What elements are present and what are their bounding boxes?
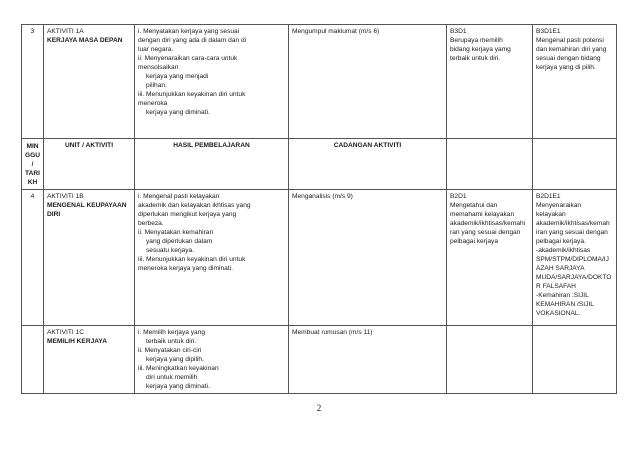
header-empty: [447, 139, 533, 190]
header-activity: CADANGAN AKTIVITI: [289, 139, 447, 190]
evidence-line: Menyenaraikan: [536, 202, 582, 209]
standard-cell: [447, 190, 533, 326]
standard-line: bidang kerjaya yamg: [450, 46, 511, 53]
evidence-line: SPM/STPM/DIPLOMA/IJ: [536, 256, 609, 263]
row-number: 4: [22, 190, 44, 326]
standard-line: ran yang sesuai dengan: [450, 229, 521, 236]
standard-cell-empty: [447, 326, 533, 394]
outcome-line: sesuatu kerjaya.: [146, 247, 195, 254]
evidence-line: kerjaya yang di pilih.: [536, 64, 596, 71]
evidence-line: pelbagai kerjaya.: [536, 238, 586, 245]
outcome-line: kerjaya yang diminati.: [146, 109, 210, 116]
unit-cell: [44, 190, 135, 326]
outcome-line: i. Mengenal pasti kelayakan: [138, 193, 220, 200]
evidence-line: B3D1E1: [536, 28, 561, 35]
outcome-line: terbaik untuk diri.: [146, 338, 197, 345]
activity-cell: [289, 326, 447, 394]
activity-cell: [289, 190, 447, 326]
evidence-line: MUDA/SARJAYA/DOKTO: [536, 274, 612, 281]
standard-line: B3D1: [450, 28, 467, 35]
outcome-line: ii. Menyatakan ciri-ciri: [138, 347, 202, 354]
evidence-line: Mengenal pasti potensi: [536, 37, 604, 44]
header-date-line: KH: [27, 179, 38, 186]
header-unit: UNIT / AKTIVITI: [44, 139, 135, 190]
outcomes-cell: [135, 25, 289, 139]
table-row: [22, 326, 617, 394]
outcome-line: iii. Menunjukkan keyakinan diri untuk: [138, 91, 246, 98]
outcome-line: iii. Menunjukkan keyakinan diri untuk: [138, 256, 246, 263]
header-date-line: GGU: [25, 152, 41, 159]
evidence-line: -akademik/ikhtisas: [536, 247, 591, 254]
header-date-line: TARI: [25, 170, 40, 177]
evidence-line: KEMAHIRAN /SIJIL: [536, 301, 594, 308]
unit-code: AKTIVITI 1C: [47, 329, 85, 336]
row-number: 3: [22, 25, 44, 139]
unit-cell: [44, 25, 135, 139]
evidence-cell-empty: [533, 326, 617, 394]
standard-line: pelbagai kerjaya: [450, 238, 499, 245]
unit-title: MEMILIH KERJAYA: [47, 338, 107, 345]
evidence-line: -Kemahiran :SIJIL: [536, 292, 589, 299]
activity-text: Mengumpul maklumat (m/s 6): [292, 28, 380, 35]
outcome-line: berbeza.: [138, 220, 164, 227]
unit-cell: [44, 326, 135, 394]
header-outcomes: HASIL PEMBELAJARAN: [135, 139, 289, 190]
evidence-line: sesuai dengan bidang: [536, 55, 601, 62]
outcome-line: kerjaya yang menjadi: [146, 73, 209, 80]
outcome-line: kerjaya yang diminati.: [146, 383, 210, 390]
header-date-line: /: [31, 161, 34, 168]
evidence-line: akademik/ikhtisas/kemah: [536, 220, 610, 227]
outcome-line: kerjaya yang dipilih.: [146, 356, 204, 363]
evidence-line: VOKASIONAL.: [536, 310, 581, 317]
outcomes-cell: [135, 190, 289, 326]
page-number: 2: [316, 403, 322, 413]
outcome-line: luar negara.: [138, 46, 174, 53]
activity-text: Membuat rumusan (m/s 11): [292, 329, 373, 336]
standard-cell: [447, 25, 533, 139]
row-number-empty: [22, 326, 44, 394]
evidence-cell: [533, 25, 617, 139]
standard-line: memahami kelayakan: [450, 211, 515, 218]
header-empty: [533, 139, 617, 190]
unit-title: MENGENAL KEUPAYAAN: [47, 202, 127, 209]
unit-code: AKTIVITI 1A: [47, 28, 84, 35]
outcome-line: diri untuk memilih: [146, 374, 198, 381]
evidence-cell: [533, 190, 617, 326]
evidence-line: kelayakan: [536, 211, 566, 218]
lesson-plan-table: [21, 24, 617, 394]
header-date: [22, 139, 44, 190]
evidence-line: R FALSAFAH: [536, 283, 576, 290]
table-row: [22, 190, 617, 326]
outcome-line: akademik dan kelayakan ikhtisas yang: [138, 202, 251, 209]
standard-line: terbaik untuk diri.: [450, 55, 501, 62]
outcome-line: diperlukan mengikut kerjaya yang: [138, 211, 237, 218]
standard-line: akademik/ikhtisas/kemahi: [450, 220, 526, 227]
standard-line: Berupaya memilih: [450, 37, 503, 44]
unit-title: KERJAYA MASA DEPAN: [47, 37, 123, 44]
standard-line: B2D1: [450, 193, 467, 200]
standard-line: Mengetahui dan: [450, 202, 498, 209]
table-row: [22, 25, 617, 139]
outcome-line: mensolsaikan: [138, 64, 179, 71]
activity-cell: [289, 25, 447, 139]
outcome-line: i. Memilih kerjaya yang: [138, 329, 206, 336]
unit-code: AKTIVITI 1B: [47, 193, 84, 200]
outcome-line: ii. Menyatakan kemahiran: [138, 229, 214, 236]
outcome-line: pilihan.: [146, 82, 167, 89]
outcomes-cell: [135, 326, 289, 394]
outcome-line: meneroka kerjaya yang diminati.: [138, 265, 233, 272]
outcome-line: dengan diri yang ada di dalam dan di: [138, 37, 247, 44]
outcome-line: iii. Meningkatkan keyakinan: [138, 365, 219, 372]
outcome-line: i. Menyatakan kerjaya yang sesuai: [138, 28, 240, 35]
unit-title: DIRI: [47, 211, 61, 218]
activity-text: Menganalisis (m/s 9): [292, 193, 353, 200]
table-header-row: [22, 139, 617, 190]
outcome-line: yang diperlukan dalam: [146, 238, 213, 245]
header-date-line: MIN: [26, 143, 39, 150]
evidence-line: iran yang sesuai dengan: [536, 229, 608, 236]
evidence-line: B2D1E1: [536, 193, 561, 200]
evidence-line: dan kemahiran diri yang: [536, 46, 607, 53]
outcome-line: meneroka: [138, 100, 168, 107]
evidence-line: AZAH SARJAYA: [536, 265, 585, 272]
outcome-line: ii. Menyenaraikan cara-cara untuk: [138, 55, 238, 62]
